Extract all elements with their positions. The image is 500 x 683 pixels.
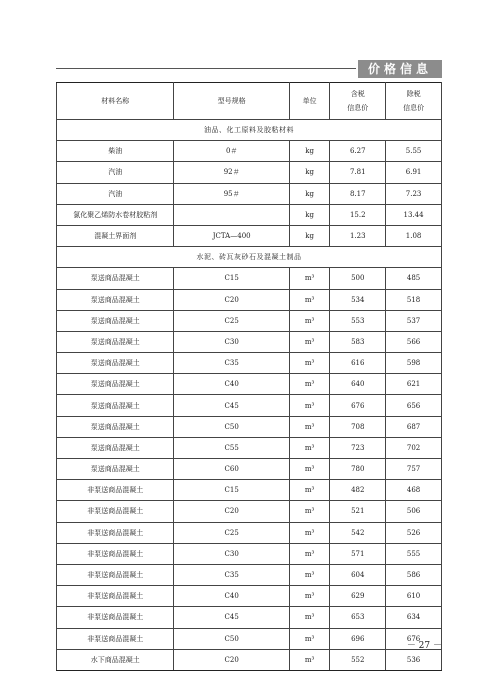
cell-spec: 95＃	[174, 183, 290, 204]
cell-name: 非泵送商品混凝土	[57, 480, 174, 501]
cell-name: 泵送商品混凝土	[57, 289, 174, 310]
cell-price-tax-included: 780	[330, 459, 386, 480]
cell-price-tax-included: 1.23	[330, 225, 386, 246]
cell-unit: kg	[289, 204, 329, 225]
cell-price-tax-included: 723	[330, 437, 386, 458]
column-header-tax-included-line2: 信息价	[347, 104, 369, 112]
cell-unit: m³	[289, 501, 329, 522]
section-header-row	[57, 120, 442, 141]
cell-unit: m³	[289, 628, 329, 649]
section-badge: 价格信息	[358, 60, 442, 78]
cell-unit: m³	[289, 459, 329, 480]
price-table	[56, 82, 442, 671]
cell-price-tax-included: 521	[330, 501, 386, 522]
cell-name: 汽油	[57, 162, 174, 183]
cell-name: 泵送商品混凝土	[57, 331, 174, 352]
cell-price-tax-excluded: 555	[386, 543, 442, 564]
cell-spec: 0＃	[174, 141, 290, 162]
cell-spec: 92＃	[174, 162, 290, 183]
cell-spec: C30	[174, 331, 290, 352]
section-title: 油品、化工原料及胶粘材料	[57, 120, 442, 141]
table-row	[57, 353, 442, 374]
cell-price-tax-excluded: 13.44	[386, 204, 442, 225]
cell-spec: JCTA—400	[174, 225, 290, 246]
cell-name: 混凝土界面剂	[57, 225, 174, 246]
cell-name: 非泵送商品混凝土	[57, 543, 174, 564]
cell-unit: m³	[289, 586, 329, 607]
column-header-spec: 型号规格	[174, 83, 290, 120]
cell-unit: m³	[289, 416, 329, 437]
table-row	[57, 628, 442, 649]
cell-unit: m³	[289, 268, 329, 289]
cell-unit: m³	[289, 480, 329, 501]
cell-name: 非泵送商品混凝土	[57, 501, 174, 522]
table-row	[57, 310, 442, 331]
cell-name: 非泵送商品混凝土	[57, 607, 174, 628]
cell-unit: m³	[289, 437, 329, 458]
cell-price-tax-excluded: 506	[386, 501, 442, 522]
cell-price-tax-included: 542	[330, 522, 386, 543]
cell-price-tax-included: 552	[330, 649, 386, 670]
cell-unit: m³	[289, 395, 329, 416]
cell-unit: m³	[289, 310, 329, 331]
cell-name: 泵送商品混凝土	[57, 395, 174, 416]
cell-spec: C45	[174, 395, 290, 416]
table-row	[57, 225, 442, 246]
table-row	[57, 501, 442, 522]
cell-price-tax-included: 653	[330, 607, 386, 628]
cell-price-tax-included: 604	[330, 564, 386, 585]
cell-spec: C15	[174, 268, 290, 289]
column-header-tax-excluded-line1: 除税	[406, 90, 421, 98]
table-row	[57, 183, 442, 204]
cell-price-tax-included: 482	[330, 480, 386, 501]
table-row	[57, 543, 442, 564]
cell-name: 汽油	[57, 183, 174, 204]
table-row	[57, 331, 442, 352]
cell-price-tax-excluded: 537	[386, 310, 442, 331]
column-header-name: 材料名称	[57, 83, 174, 120]
cell-spec	[174, 204, 290, 225]
cell-spec: C40	[174, 374, 290, 395]
column-header-tax-included	[330, 83, 386, 120]
table-row	[57, 607, 442, 628]
cell-spec: C25	[174, 310, 290, 331]
cell-price-tax-included: 676	[330, 395, 386, 416]
section-header-row	[57, 247, 442, 268]
cell-spec: C60	[174, 459, 290, 480]
cell-price-tax-excluded: 656	[386, 395, 442, 416]
cell-unit: m³	[289, 353, 329, 374]
cell-price-tax-excluded: 702	[386, 437, 442, 458]
cell-price-tax-excluded: 5.55	[386, 141, 442, 162]
column-header-tax-included-line1: 含税	[350, 90, 365, 98]
cell-unit: m³	[289, 564, 329, 585]
table-row	[57, 437, 442, 458]
cell-price-tax-excluded: 1.08	[386, 225, 442, 246]
cell-spec: C40	[174, 586, 290, 607]
cell-price-tax-excluded: 566	[386, 331, 442, 352]
section-title: 水泥、砖瓦灰砂石及混凝土制品	[57, 247, 442, 268]
table-body	[57, 120, 442, 671]
table-row	[57, 480, 442, 501]
cell-price-tax-included: 629	[330, 586, 386, 607]
table-row	[57, 162, 442, 183]
cell-spec: C20	[174, 289, 290, 310]
cell-name: 泵送商品混凝土	[57, 459, 174, 480]
cell-unit: m³	[289, 374, 329, 395]
cell-spec: C30	[174, 543, 290, 564]
cell-unit: m³	[289, 522, 329, 543]
cell-unit: kg	[289, 162, 329, 183]
cell-name: 泵送商品混凝土	[57, 268, 174, 289]
cell-unit: m³	[289, 543, 329, 564]
table-row	[57, 395, 442, 416]
cell-unit: kg	[289, 225, 329, 246]
cell-name: 非泵送商品混凝土	[57, 564, 174, 585]
cell-price-tax-excluded: 536	[386, 649, 442, 670]
table-row	[57, 374, 442, 395]
cell-price-tax-excluded: 586	[386, 564, 442, 585]
cell-price-tax-excluded: 757	[386, 459, 442, 480]
cell-price-tax-included: 571	[330, 543, 386, 564]
cell-spec: C45	[174, 607, 290, 628]
cell-price-tax-included: 583	[330, 331, 386, 352]
cell-name: 非泵送商品混凝土	[57, 522, 174, 543]
cell-name: 非泵送商品混凝土	[57, 628, 174, 649]
column-header-unit: 单位	[289, 83, 329, 120]
cell-price-tax-included: 6.27	[330, 141, 386, 162]
cell-price-tax-excluded: 485	[386, 268, 442, 289]
column-header-tax-excluded	[386, 83, 442, 120]
cell-unit: m³	[289, 607, 329, 628]
cell-unit: m³	[289, 649, 329, 670]
table-row	[57, 564, 442, 585]
cell-spec: C50	[174, 628, 290, 649]
cell-price-tax-included: 534	[330, 289, 386, 310]
table-row	[57, 141, 442, 162]
cell-name: 泵送商品混凝土	[57, 353, 174, 374]
cell-unit: kg	[289, 141, 329, 162]
cell-spec: C25	[174, 522, 290, 543]
cell-spec: C15	[174, 480, 290, 501]
cell-price-tax-included: 15.2	[330, 204, 386, 225]
table-row	[57, 459, 442, 480]
cell-spec: C50	[174, 416, 290, 437]
cell-price-tax-excluded: 6.91	[386, 162, 442, 183]
cell-spec: C20	[174, 649, 290, 670]
table-row	[57, 204, 442, 225]
table-row	[57, 416, 442, 437]
cell-name: 非泵送商品混凝土	[57, 586, 174, 607]
column-header-tax-excluded-line2: 信息价	[403, 104, 425, 112]
cell-name: 泵送商品混凝土	[57, 374, 174, 395]
table-row	[57, 268, 442, 289]
table-row	[57, 522, 442, 543]
cell-price-tax-included: 553	[330, 310, 386, 331]
cell-name: 泵送商品混凝土	[57, 416, 174, 437]
cell-name: 泵送商品混凝土	[57, 437, 174, 458]
cell-price-tax-included: 616	[330, 353, 386, 374]
cell-spec: C20	[174, 501, 290, 522]
cell-price-tax-excluded: 598	[386, 353, 442, 374]
cell-price-tax-excluded: 676	[386, 628, 442, 649]
cell-unit: kg	[289, 183, 329, 204]
cell-name: 氯化聚乙烯防水卷材胶粘剂	[57, 204, 174, 225]
table-row	[57, 649, 442, 670]
cell-price-tax-included: 696	[330, 628, 386, 649]
cell-price-tax-included: 7.81	[330, 162, 386, 183]
cell-price-tax-excluded: 634	[386, 607, 442, 628]
cell-price-tax-excluded: 7.23	[386, 183, 442, 204]
table-row	[57, 289, 442, 310]
cell-price-tax-excluded: 468	[386, 480, 442, 501]
cell-price-tax-excluded: 621	[386, 374, 442, 395]
cell-price-tax-included: 640	[330, 374, 386, 395]
table-row	[57, 586, 442, 607]
cell-price-tax-excluded: 526	[386, 522, 442, 543]
table-header-row	[57, 83, 442, 120]
cell-spec: C35	[174, 564, 290, 585]
cell-price-tax-excluded: 610	[386, 586, 442, 607]
cell-price-tax-excluded: 518	[386, 289, 442, 310]
cell-price-tax-included: 708	[330, 416, 386, 437]
cell-price-tax-included: 8.17	[330, 183, 386, 204]
cell-spec: C55	[174, 437, 290, 458]
cell-name: 柴油	[57, 141, 174, 162]
page-number: － 27 －	[406, 641, 442, 651]
header-rule	[56, 68, 356, 69]
cell-unit: m³	[289, 289, 329, 310]
cell-price-tax-included: 500	[330, 268, 386, 289]
cell-unit: m³	[289, 331, 329, 352]
cell-name: 水下商品混凝土	[57, 649, 174, 670]
cell-name: 泵送商品混凝土	[57, 310, 174, 331]
cell-price-tax-excluded: 687	[386, 416, 442, 437]
cell-spec: C35	[174, 353, 290, 374]
